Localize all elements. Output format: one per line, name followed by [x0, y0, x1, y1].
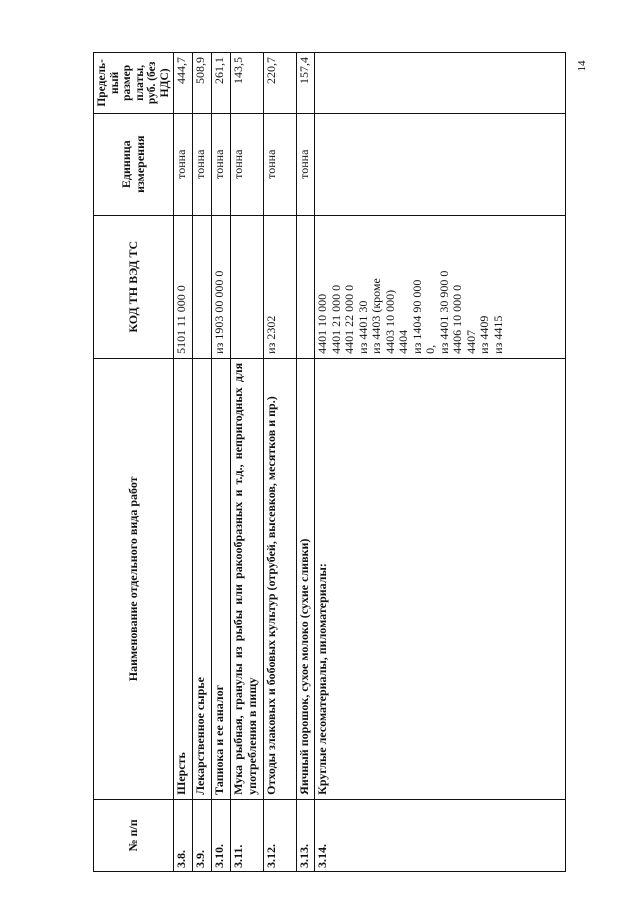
header-num: № п/п [94, 799, 174, 871]
code-line: 4401 10 000 [315, 293, 329, 354]
row-num: 3.11. [231, 799, 264, 871]
row-unit: тонна [297, 113, 315, 215]
code-line: из 1404 90 000 [409, 279, 424, 354]
code-line: 0, [423, 344, 437, 354]
row-name: Мука рыбная, гранулы из рыбы или ракообразных и т.д., непригодных для употребления в пищу [231, 358, 264, 799]
row-num: 3.13. [297, 799, 315, 871]
row-unit: тонна [193, 113, 212, 215]
row-name: Отходы злаковых и бобовых культур (отрубей, высевков, месятков и пр.) [264, 358, 297, 799]
row-name: Тапиока и ее аналог [212, 358, 231, 799]
row-name: Шерсть [174, 358, 193, 799]
rotated-table-container [93, 52, 616, 872]
row-price: 143,5 [231, 53, 264, 114]
row-price: 261,1 [212, 53, 231, 114]
header-code: КОД ТН ВЭД ТС [94, 215, 174, 358]
row-price: 444,7 [174, 53, 193, 114]
table-row [174, 53, 193, 872]
header-unit: Единица измерения [94, 113, 174, 215]
code-line: из 4401 30 [355, 300, 370, 354]
row-code: из 1903 00 000 0 [212, 215, 231, 358]
table-header-row [94, 53, 174, 872]
code-line: 4403 10 000) [382, 289, 397, 354]
code-line: 4407 [463, 329, 478, 354]
row-name: Яичный порошок, сухое молоко (сухие сливки) [297, 358, 315, 799]
row-num: 3.10. [212, 799, 231, 871]
code-line: из 4415 [490, 315, 505, 354]
code-line: 4401 21 000 0 [328, 284, 343, 354]
row-code [297, 215, 315, 358]
table-row [231, 53, 264, 872]
row-unit: тонна [264, 113, 297, 215]
table-row [193, 53, 212, 872]
row-unit [315, 113, 566, 215]
row-name: Лекарственное сырье [193, 358, 212, 799]
code-line: из 4409 [477, 315, 491, 354]
row-unit: тонна [231, 113, 264, 215]
row-price: 220,7 [264, 53, 297, 114]
row-code [231, 215, 264, 358]
header-name: Наименование отдельного вида работ [94, 358, 174, 799]
row-num: 3.14. [315, 799, 566, 871]
table-row [212, 53, 231, 872]
row-code: из 2302 [264, 215, 297, 358]
row-price [315, 53, 566, 114]
row-name: Круглые лесоматериалы, пиломатериалы: [315, 358, 566, 799]
code-line: 4404 [396, 329, 410, 354]
row-code: 5101 11 000 0 [174, 215, 193, 358]
header-price: Предель-ный размер платы, руб. (без НДС) [94, 53, 174, 114]
code-line: из 4401 30 900 0 [436, 270, 451, 354]
page-number: 14 [576, 60, 588, 72]
row-code-list [315, 215, 566, 358]
code-line: из 4403 (кроме [369, 278, 383, 354]
table-row [297, 53, 315, 872]
table-row [315, 53, 566, 872]
row-price: 157,4 [297, 53, 315, 114]
row-unit: тонна [174, 113, 193, 215]
tariff-table [93, 52, 566, 872]
row-unit: тонна [212, 113, 231, 215]
code-line: 4406 10 000 0 [450, 284, 464, 354]
row-code [193, 215, 212, 358]
row-num: 3.8. [174, 799, 193, 871]
row-num: 3.9. [193, 799, 212, 871]
row-num: 3.12. [264, 799, 297, 871]
table-row [264, 53, 297, 872]
code-line: 4401 22 000 0 [342, 284, 356, 354]
row-price: 508,9 [193, 53, 212, 114]
